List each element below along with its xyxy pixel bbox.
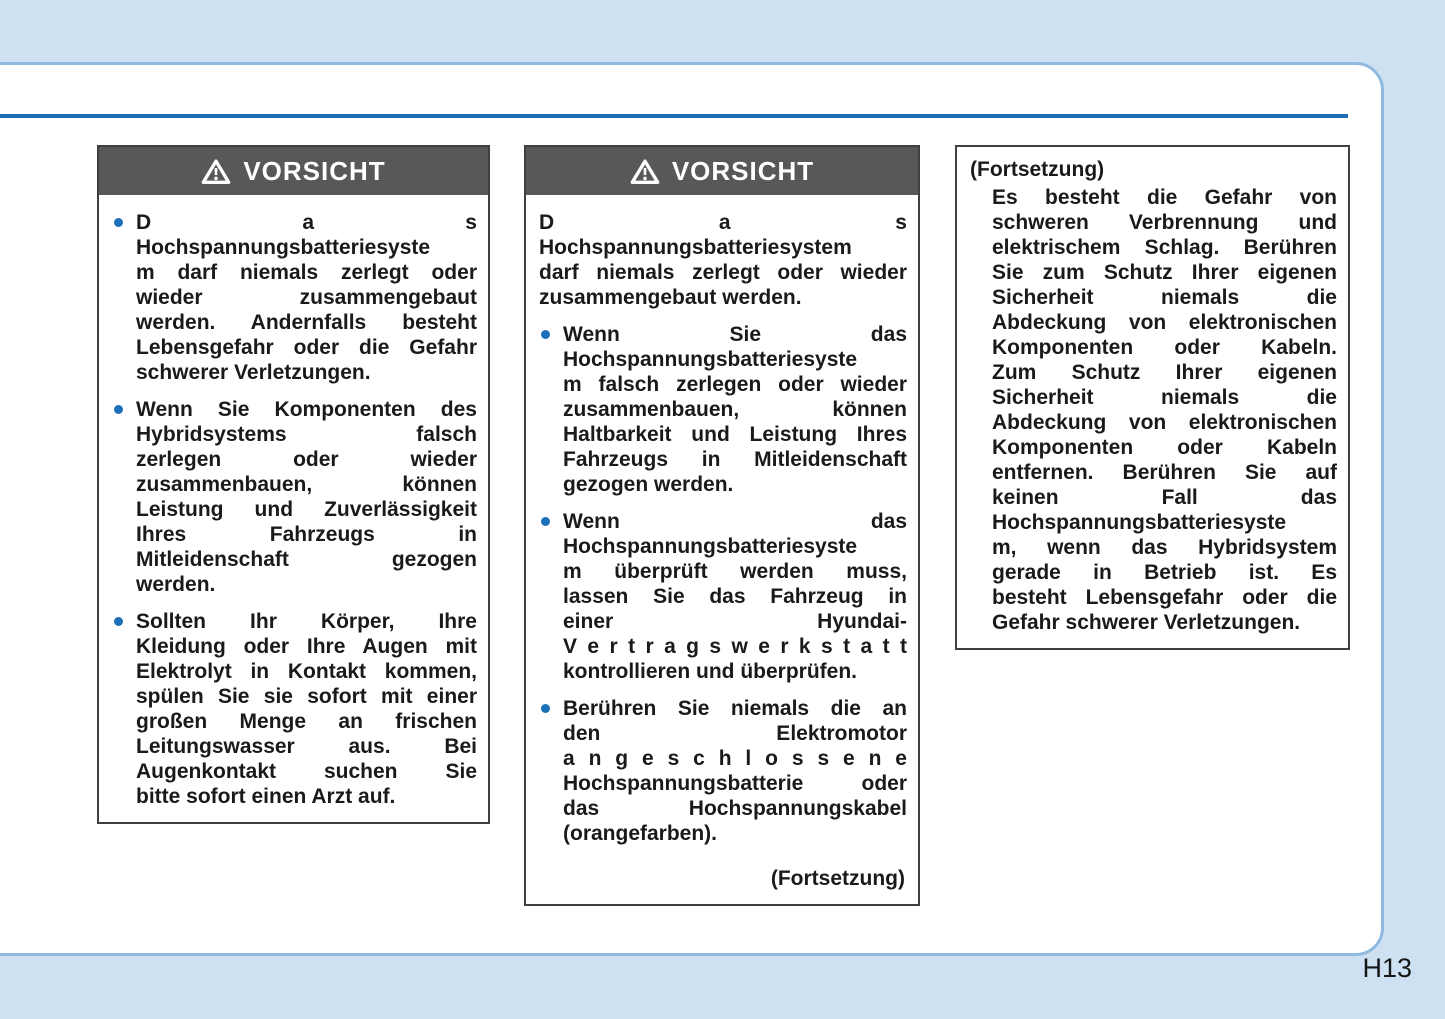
warning-item <box>112 397 477 597</box>
text-line: Ihres Fahrzeugs in <box>136 523 477 546</box>
text-line: großen Menge an frischen <box>136 710 477 733</box>
text-line: besteht Lebensgefahr oder die <box>992 586 1337 609</box>
text-line: D a s <box>539 211 907 234</box>
text-line: spülen Sie sie sofort mit einer <box>136 685 477 708</box>
warning-item <box>539 696 907 846</box>
text-line: (orangefarben). <box>563 822 718 845</box>
text-line: Sicherheit niemals die <box>992 286 1337 309</box>
text-line: elektrischem Schlag. Berühren <box>992 236 1337 259</box>
bullet-icon <box>541 704 550 713</box>
text-line: Hochspannungsbatteriesyste <box>136 236 431 259</box>
bullet-column <box>539 322 563 497</box>
text-line: Augenkontakt suchen Sie <box>136 760 477 783</box>
warning-body <box>99 195 488 822</box>
item-text <box>563 322 907 497</box>
text-line: gerade in Betrieb ist. Es <box>992 561 1337 584</box>
text-line: Sicherheit niemals die <box>992 386 1337 409</box>
text-line: zerlegen oder wieder <box>136 448 477 471</box>
continuation-label: (Fortsetzung) <box>770 867 905 890</box>
warning-item <box>970 185 1337 635</box>
text-line: gezogen werden. <box>563 473 734 496</box>
text-line: den Elektromotor <box>563 722 907 745</box>
item-text <box>563 509 907 684</box>
text-line: a n g e s c h l o s s e n e <box>563 747 907 770</box>
text-line: V e r t r a g s w e r k s t a t t <box>563 635 907 658</box>
page-number: H13 <box>1362 953 1412 983</box>
text-line: m falsch zerlegen oder wieder <box>563 373 907 396</box>
continuation-label: (Fortsetzung) <box>970 158 1105 181</box>
warning-title: VORSICHT <box>671 155 815 186</box>
text-line: werden. <box>136 573 216 596</box>
item-text <box>539 210 907 310</box>
text-line: lassen Sie das Fahrzeug in <box>563 585 907 608</box>
warning-header <box>99 147 488 195</box>
item-text <box>136 609 477 809</box>
text-line: Fahrzeugs in Mitleidenschaft <box>563 448 907 471</box>
bullet-column <box>112 609 136 809</box>
text-line: wieder zusammengebaut <box>136 286 477 309</box>
bullet-column <box>112 210 136 385</box>
warning-box <box>955 145 1350 650</box>
bullet-icon <box>541 517 550 526</box>
text-line: Hybridsystems falsch <box>136 423 477 446</box>
text-line: Elektrolyt in Kontakt kommen, <box>136 660 477 683</box>
warning-title: VORSICHT <box>243 155 386 186</box>
text-line: bitte sofort einen Arzt auf. <box>136 785 396 808</box>
warning-item <box>539 210 907 310</box>
warning-triangle-icon <box>201 158 231 185</box>
item-text <box>136 210 477 385</box>
text-line: D a s <box>136 211 477 234</box>
bullet-column <box>539 696 563 846</box>
text-line: Hochspannungsbatteriesyste <box>563 348 858 371</box>
warning-item <box>539 509 907 684</box>
warning-box <box>524 145 920 906</box>
warning-header <box>526 147 918 195</box>
item-text <box>992 185 1337 635</box>
text-line: darf niemals zerlegt oder wieder <box>539 261 907 284</box>
text-line: Abdeckung von elektronischen <box>992 411 1337 434</box>
text-line: Sie zum Schutz Ihrer eigenen <box>992 261 1337 284</box>
text-line: Leitungswasser aus. Bei <box>136 735 477 758</box>
warning-triangle-icon <box>630 158 660 185</box>
text-line: zusammenbauen, können <box>563 398 907 421</box>
bullet-icon <box>114 617 123 626</box>
header-rule <box>0 114 1348 118</box>
text-line: einer Hyundai- <box>563 610 907 633</box>
text-line: Komponenten oder Kabeln. <box>992 336 1337 359</box>
bullet-column <box>539 509 563 684</box>
text-line: Haltbarkeit und Leistung Ihres <box>563 423 907 446</box>
text-line: werden. Andernfalls besteht <box>136 311 477 334</box>
text-line: Hochspannungsbatteriesyste <box>563 535 858 558</box>
bullet-column <box>112 397 136 597</box>
text-line: zusammenbauen, können <box>136 473 477 496</box>
bullet-icon <box>541 330 550 339</box>
text-line: schweren Verbrennung und <box>992 211 1337 234</box>
text-line: m darf niemals zerlegt oder <box>136 261 477 284</box>
warning-box <box>97 145 490 824</box>
text-line: Sollten Ihr Körper, Ihre <box>136 610 477 633</box>
text-line: Abdeckung von elektronischen <box>992 311 1337 334</box>
text-line: keinen Fall das <box>992 486 1337 509</box>
text-line: Hochspannungsbatterie oder <box>563 772 907 795</box>
bullet-icon <box>114 405 123 414</box>
bullet-icon <box>114 218 123 227</box>
text-line: Berühren Sie niemals die an <box>563 697 907 720</box>
text-line: entfernen. Berühren Sie auf <box>992 461 1337 484</box>
warning-item <box>539 322 907 497</box>
text-line: zusammengebaut werden. <box>539 286 802 309</box>
item-text <box>563 696 907 846</box>
text-line: Zum Schutz Ihrer eigenen <box>992 361 1337 384</box>
text-line: Komponenten oder Kabeln <box>992 436 1337 459</box>
warning-item <box>112 210 477 385</box>
text-line: Leistung und Zuverlässigkeit <box>136 498 477 521</box>
text-line: Gefahr schwerer Verletzungen. <box>992 611 1301 634</box>
text-line: Kleidung oder Ihre Augen mit <box>136 635 477 658</box>
text-line: Hochspannungsbatteriesyste <box>992 511 1287 534</box>
item-text <box>136 397 477 597</box>
text-line: schwerer Verletzungen. <box>136 361 371 384</box>
text-line: Wenn Sie Komponenten des <box>136 398 477 421</box>
text-line: Hochspannungsbatteriesystem <box>539 236 852 259</box>
text-line: Mitleidenschaft gezogen <box>136 548 477 571</box>
text-line: das Hochspannungskabel <box>563 797 907 820</box>
warning-body <box>957 147 1348 648</box>
text-line: m, wenn das Hybridsystem <box>992 536 1337 559</box>
warning-body <box>526 195 918 904</box>
text-line: m überprüft werden muss, <box>563 560 907 583</box>
warning-item <box>112 609 477 809</box>
text-line: kontrollieren und überprüfen. <box>563 660 858 683</box>
text-line: Wenn Sie das <box>563 323 907 346</box>
text-line: Lebensgefahr oder die Gefahr <box>136 336 477 359</box>
text-line: Es besteht die Gefahr von <box>992 186 1337 209</box>
text-line: Wenn das <box>563 510 907 533</box>
